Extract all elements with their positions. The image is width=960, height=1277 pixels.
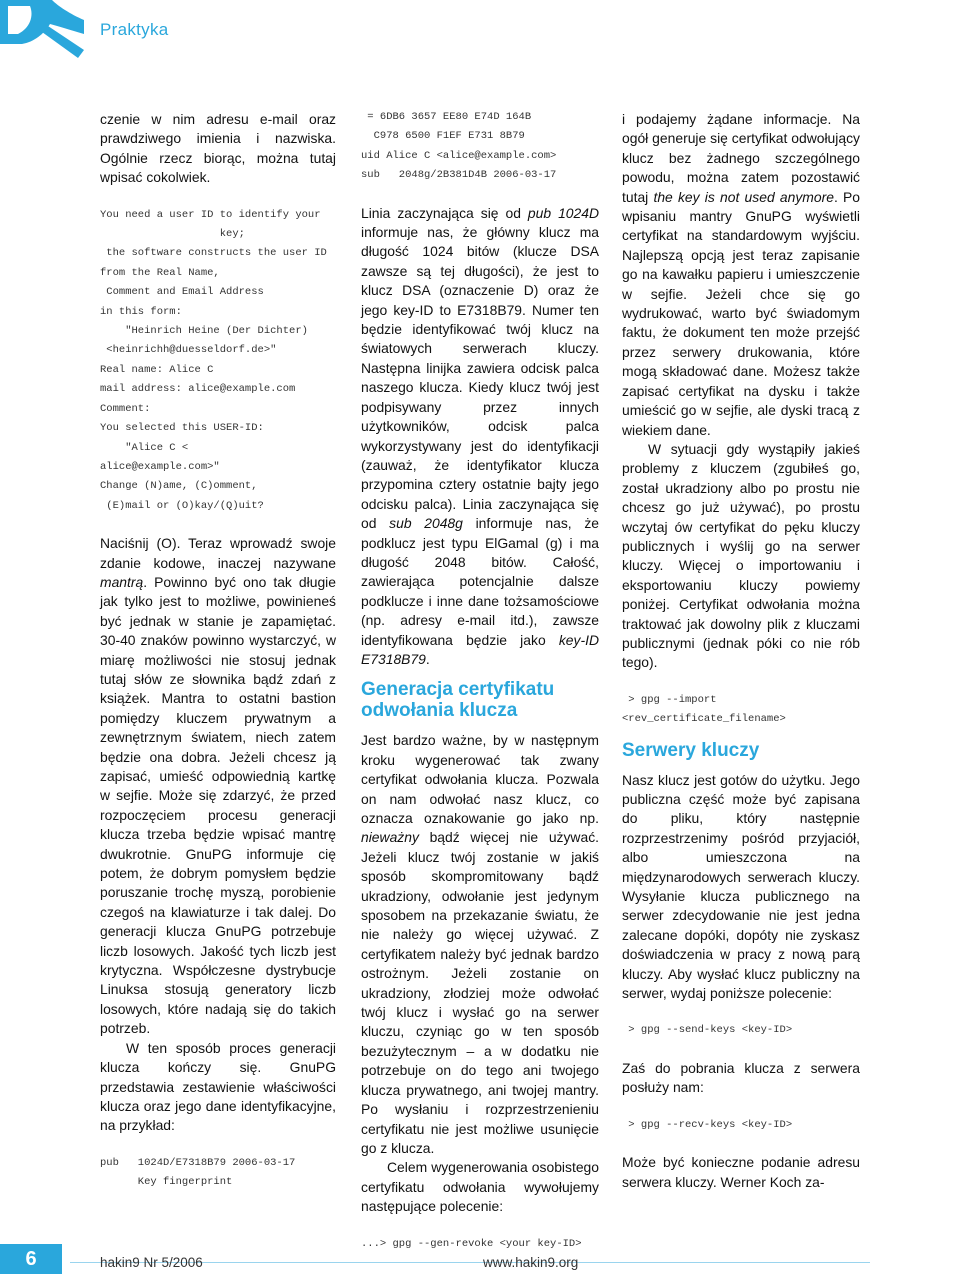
code-block: You need a user ID to identify your key; the software constructs the user ID from the Real Name, Comment and Email Address in this form: "Heinrich Heine (Der Dichter) <heinrichh@duesseldorf.de>" Real name: Alice C mail address: alice@example.com Comment: You selected this USER-ID: "Alice C < alice@example.com>" Change (N)ame, (C)omment, (E)mail or (O)kay/(Q)uit? <box>100 208 327 512</box>
paragraph: W sytuacji gdy wystąpiły jakieś problemy z kluczem (zgubiłeś go, został ukradziony albo po prostu nie chcesz go już używać), po prostu wczytaj ów certyfikat do pęku kluczy publicznych i wyślij go na serwer kluczy. Więcej o importowaniu i eksportowaniu kluczy powiemy poniżej. Certyfikat odwołania można traktować jak dowolny plik z kluczami publicznymi (jednak póki co nie rób tego). <box>622 440 860 671</box>
code-block: pub 1024D/E7318B79 2006-03-17 Key fingerprint <box>100 1156 296 1189</box>
code-block: ...> gpg --gen-revoke <your key-ID> <box>361 1237 582 1250</box>
paragraph: W ten sposób proces generacji klucza kończy się. GnuPG przedstawia zestawienie właściwości klucza oraz jego dane identyfikacyjne, na przykład: <box>100 1039 336 1134</box>
paragraph: czenie w nim adresu e-mail oraz prawdziwego imienia i nazwiska. Ogólnie rzecz biorąc, można tutaj wpisać cokolwiek. <box>100 111 336 186</box>
page-number: 6 <box>0 1244 62 1274</box>
code-block: > gpg --recv-keys <key-ID> <box>622 1118 793 1131</box>
code-block: = 6DB6 3657 EE80 E74D 164B C978 6500 F1EF E731 8B79 uid Alice C <alice@example.com> sub 2048g/2B381D4B 2006-03-17 <box>361 111 557 182</box>
paragraph: Może być konieczne podanie adresu serwera kluczy. Werner Koch za- <box>622 1154 860 1190</box>
section-heading: Generacja certyfikatu odwołania klucza <box>361 679 555 722</box>
paragraph: Celem wygenerowania osobistego certyfikatu odwołania wywołujemy następujące polecenie: <box>361 1159 599 1215</box>
code-block: > gpg --import <rev_certificate_filename> <box>622 693 786 726</box>
paragraph: Jest bardzo ważne, by w następnym kroku wygenerować tak zwany certyfikat odwołania klucza. Pozwala on nam odwołać nasz klucz, co oznacza oznakowanie go jako np. nieważny bądź więcej nie używać. Jeżeli klucz twój zostanie w jakiś sposób skompromitowany bądź ukradziony, odwołanie jest jedynym sposobem na przekazanie światu, że nie należy go więcej używać. Z certyfikatem należy być jednak bardzo ostrożnym. Jeżeli zostanie on ukradziony, złodziej może odwołać twój klucz i wysłać go na serwer kluczu, czyniąc go w ten sposób bezużytecznym – a w dodatku nie potrzebuje on do tego ani twojego klucza prywatnego, ani twojej mantry. Po wysłaniu i rozprzestrzenieniu certyfikatu nie jest możliwe usunięcie go z klucza. <box>361 732 599 1156</box>
section-label: Praktyka <box>100 20 169 39</box>
paragraph: Naciśnij (O). Teraz wprowadź swoje zdanie kodowe, inaczej nazywane mantrą. Powinno być ono tak długie jak tylko jest to możliwe, powinieneś być jednak w stanie je zapamiętać. 30-40 znaków powinno wystarczyć, w miarę możliwości nie stosuj jednak tutaj słów ze słownika bądź zdań z książek. Mantra to ostatni bastion pomiędzy kluczem prywatnym a zewnętrznym światem, niech zatem będzie ona dobra. Jeżeli chcesz ją zapisać, umieść odpowiednią kartkę w sejfie. Może się zdarzyć, że przed rozpoczęciem procesu generacji klucza trzeba będzie wpisać mantrę dwukrotnie. GnuPG informuje cię potem, że dobrym pomysłem będzie poruszanie trochę myszą, porobienie czegoś na klawiaturze i tak dalej. Do generacji klucza GnuPG potrzebuje liczb losowych. Jakość tych liczb jest krytyczna. Współczesne dystrybucje Linuksa stosują generatory liczb losowych, które nadają się do takich potrzeb. <box>100 535 336 1037</box>
paragraph: Linia zaczynająca się od pub 1024D informuje nas, że główny klucz ma długość 1024 bitów (klucze DSA zawsze są tej długości), że jest to klucz DSA (oznaczenie D) oraz że jego key-ID to E7318B79. Numer ten będzie identyfikować twój klucz na światowych serwerach kluczy. Następna linijka zawiera odcisk palca naszego klucza. Kiedy klucz twój jest podpisywany przez innych użytkowników, odcisk palca wykorzystywany jest do identyfikacji (zauważ, że identyfikator klucza przypomina cztery ostatnie bajty jego odcisku palca). Linia zaczynająca się od sub 2048g informuje nas, że podklucz jest typu ElGamal (g) i ma długość 2048 bitów. Całość, zawierająca potencjalnie dalsze podklucze i inne dane tożsamościowe (np. adresy e-mail itd.), zawsze identyfikowana będzie jako key-ID E7318B79. <box>361 204 600 667</box>
page-header <box>0 0 960 64</box>
paragraph: Nasz klucz jest gotów do użytku. Jego publiczna część może być zapisana do pliku, który następnie rozprzestrzenimy pośród przyjaciół, albo umieszczona na międzynarodowych serwerach kluczy. Wysyłanie klucza publicznego na serwer zdecydowanie nie jest jedna zalecane dopóki, dopóty nie zyskasz doświadczenia w pracy z nową parą kluczy. Aby wysłać klucz publiczny na serwer, wydaj poniższe polecenie: <box>622 771 860 1002</box>
wrench-icon <box>0 0 88 60</box>
paragraph: i podajemy żądane informacje. Na ogół generuje się certyfikat odwołujący klucz bez żadnego szczególnego powodu, można zatem pozostawić tutaj the key is not used anymore. Po wpisaniu mantry GnuPG wyświetli certyfikat na standardowym wyjściu. Najlepszą opcją jest teraz zapisanie go na kawałku papieru i umieszczenie w sejfie. Jeżeli chce się go wydrukować, warto być świadomym faktu, że dokument ten może przejść przez serwery drukowania, które mogą składować dane. Możesz także zapisać certyfikat na dysku i także umieścić go w sejfie, ale dyski tracą z wiekiem dane. <box>622 111 860 438</box>
column-2 <box>361 108 599 1254</box>
code-block: > gpg --send-keys <key-ID> <box>622 1024 793 1037</box>
site-label: www.hakin9.org <box>483 1255 579 1270</box>
column-1 <box>100 110 336 1193</box>
paragraph: Zaś do pobrania klucza z serwera posłuży nam: <box>622 1059 860 1096</box>
column-3 <box>622 110 860 1192</box>
section-heading: Serwery kluczy <box>622 739 760 761</box>
issue-label: hakin9 Nr 5/2006 <box>100 1255 203 1270</box>
